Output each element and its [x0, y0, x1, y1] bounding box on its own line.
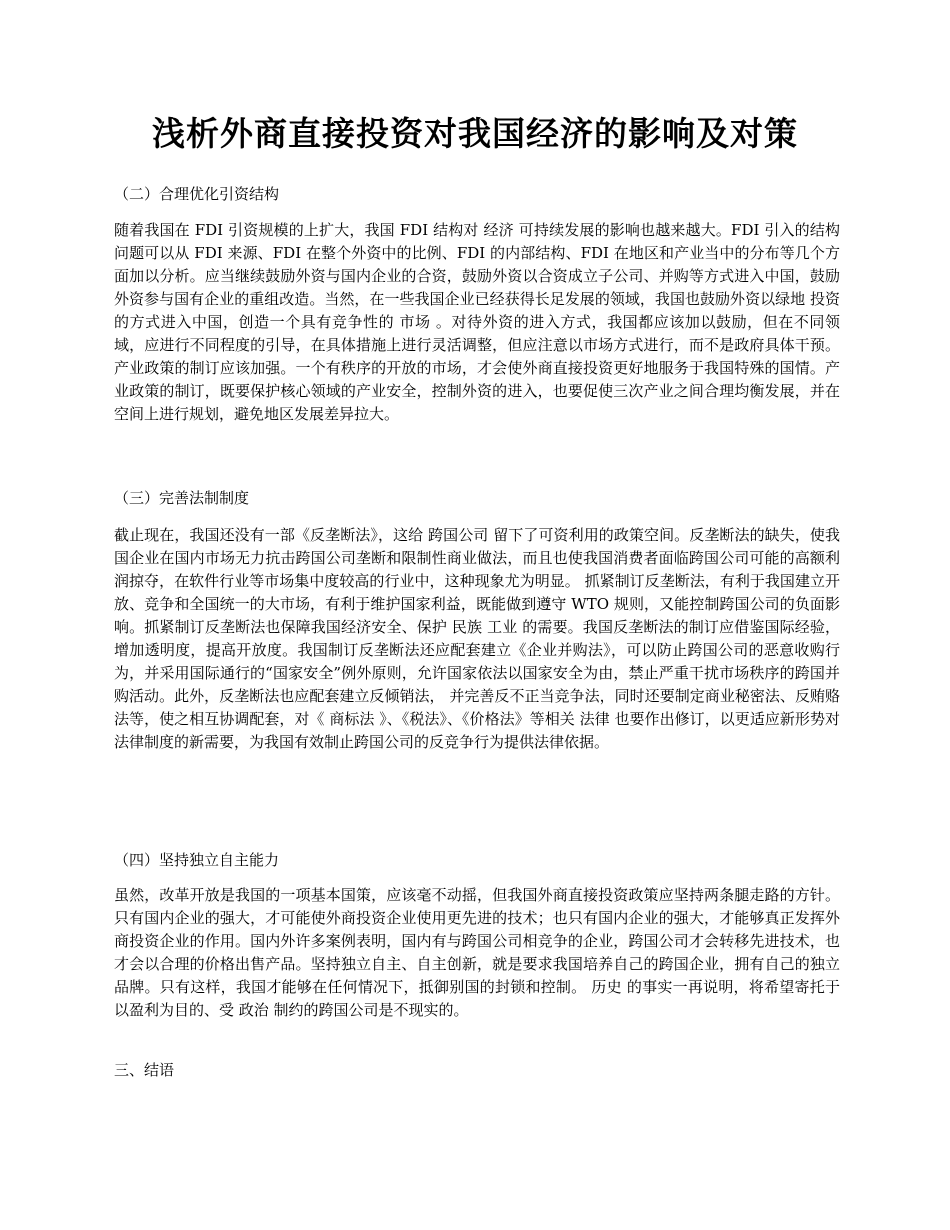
section-paragraph-optimize-structure: 随着我国在 FDI 引资规模的上扩大，我国 FDI 结构对 经济 可持续发展的影响也越来越大。FDI 引入的结构问题可以从 FDI 来源、FDI 在整个外资中的比例、FDI 的内部结构、FDI 在地区和产业当中的分布等几个方面加以分析。应当继续鼓励外资与国内企业的合资，鼓励外资以合资成立子公司、并购等方式进入中国，鼓励外资参与国有企业的重组改造。当然，在一些我国企业已经获得长足发展的领域，我国也鼓励外资以绿地 投资 的方式进入中国，创造一个具有竞争性的 市场 。对待外资的进入方式，我国都应该加以鼓励，但在不同领域，应进行不同程度的引导，在具体措施上进行灵活调整，但应注意以市场方式进行，而不是政府具体干预。产业政策的制订应该加强。一个有秩序的开放的市场，才会使外商直接投资更好地服务于我国特殊的国情。产业政策的制订，既要保护核心领域的产业安全，控制外资的进入，也要促使三次产业之间合理均衡发展，并在空间上进行规划，避免地区发展差异拉大。 — [114, 221, 840, 423]
section-heading-optimize-structure: （二）合理优化引资结构 — [114, 185, 280, 203]
section-heading-legal-system: （三）完善法制制度 — [114, 489, 250, 507]
section-paragraph-legal-system: 截止现在，我国还没有一部《反垄断法》，这给 跨国公司 留下了可资利用的政策空间。反垄断法的缺失，使我国企业在国内市场无力抗击跨国公司垄断和限制性商业做法，而且也使我国消费者面临跨国公司可能的高额利润掠夺，在软件行业等市场集中度较高的行业中，这种现象尤为明显。 抓紧制订反垄断法，有利于我国建立开放、竞争和全国统一的大市场，有利于维护国家利益，既能做到遵守 WTO 规则，又能控制跨国公司的负面影响。抓紧制订反垄断法也保障我国经济安全、保护 民族 工业 的需要。我国反垄断法的制订应借鉴国际经验，增加透明度，提高开放度。我国制订反垄断法还应配套建立《企业并购法》，可以防止跨国公司的恶意收购行为，并采用国际通行的“国家安全”例外原则，允许国家依法以国家安全为由，禁止严重干扰市场秩序的跨国并购活动。此外，反垄断法也应配套建立反倾销法， 并完善反不正当竞争法，同时还要制定商业秘密法、反贿赂法等，使之相互协调配套，对《 商标法 》、《税法》、《价格法》等相关 法律 也要作出修订，以更适应新形势对法律制度的新需要，为我国有效制止跨国公司的反竞争行为提供法律依据。 — [114, 526, 840, 751]
section-heading-conclusion: 三、结语 — [114, 1061, 175, 1079]
document-title: 浅析外商直接投资对我国经济的影响及对策 — [152, 114, 798, 153]
section-paragraph-independence: 虽然，改革开放是我国的一项基本国策，应该毫不动摇，但我国外商直接投资政策应坚持两条腿走路的方针。只有国内企业的强大，才可能使外商投资企业使用更先进的技术；也只有国内企业的强大，才能够真正发挥外商投资企业的作用。国内外许多案例表明，国内有与跨国公司相竞争的企业，跨国公司才会转移先进技术，也才会以合理的价格出售产品。坚持独立自主、自主创新，就是要求我国培养自己的跨国企业，拥有自己的独立品牌。只有这样，我国才能够在任何情况下，抵御别国的封锁和控制。 历史 的事实一再说明，将希望寄托于以盈利为目的、受 政治 制约的跨国公司是不现实的。 — [114, 886, 840, 1019]
section-heading-independence: （四）坚持独立自主能力 — [114, 851, 280, 869]
